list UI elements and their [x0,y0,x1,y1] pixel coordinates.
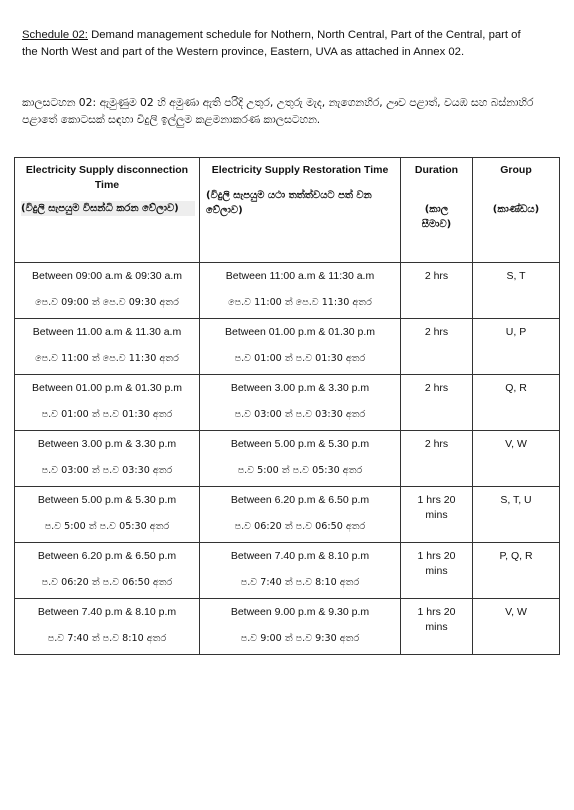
table-row [15,375,560,431]
duration-cell [401,543,473,599]
restoration-time-en: Between 5.00 p.m & 5.30 p.m [230,438,370,450]
group-cell [473,431,560,487]
disconnection-time-si: ප.ව 06:20 ත් ප.ව 06:50 අතර [41,577,173,588]
header-restoration [200,158,401,263]
group-cell [473,263,560,319]
group-value: Q, R [505,382,527,394]
disconnection-cell [15,263,200,319]
header-disconnection-en: Electricity Supply disconnection Time [25,164,189,191]
disconnection-time-si: ප.ව 7:40 ත් ප.ව 8:10 අතර [47,633,167,644]
table-row [15,599,560,655]
group-value: V, W [505,438,527,450]
header-group-si: (කාණ්ඩය) [492,204,540,215]
duration-value: 2 hrs [424,326,449,338]
header-duration [401,158,473,263]
restoration-cell [200,487,401,543]
header-restoration-en: Electricity Supply Restoration Time [211,164,389,176]
group-value: U, P [505,326,527,338]
restoration-cell [200,431,401,487]
group-value: P, Q, R [499,550,533,562]
disconnection-time-si: පෙ.ව 09:00 ත් පෙ.ව 09:30 අතර [35,297,179,308]
duration-cell [401,319,473,375]
disconnection-time-en: Between 11.00 a.m & 11.30 a.m [32,326,182,338]
header-restoration-si: (විදුලි සැපයුම යථා තත්ත්වයට පත් වන වේලාව) [206,190,372,216]
group-value: V, W [505,606,527,618]
table-row [15,431,560,487]
group-cell [473,487,560,543]
restoration-time-si: ප.ව 01:00 ත් ප.ව 01:30 අතර [234,353,366,364]
duration-value: 1 hrs 20 mins [417,494,456,521]
group-value: S, T [506,270,526,282]
header-group [473,158,560,263]
schedule-table [14,157,560,655]
header-group-en: Group [500,164,532,176]
table-row [15,319,560,375]
restoration-cell [200,599,401,655]
restoration-time-si: ප.ව 9:00 ත් ප.ව 9:30 අතර [240,633,360,644]
duration-value: 2 hrs [424,270,449,282]
disconnection-time-si: ප.ව 03:00 ත් ප.ව 03:30 අතර [41,465,173,476]
restoration-time-en: Between 7.40 p.m & 8.10 p.m [230,550,370,562]
header-disconnection [15,158,200,263]
duration-value: 2 hrs [424,438,449,450]
duration-cell [401,487,473,543]
disconnection-time-si: ප.ව 01:00 ත් ප.ව 01:30 අතර [41,409,173,420]
restoration-cell [200,543,401,599]
disconnection-cell [15,599,200,655]
table-row [15,543,560,599]
group-cell [473,375,560,431]
disconnection-time-en: Between 3.00 p.m & 3.30 p.m [37,438,177,450]
disconnection-time-en: Between 5.00 p.m & 5.30 p.m [37,494,177,506]
restoration-time-si: පෙ.ව 11:00 ත් පෙ.ව 11:30 අතර [228,297,372,308]
restoration-time-si: ප.ව 03:00 ත් ප.ව 03:30 අතර [234,409,366,420]
group-value: S, T, U [500,494,532,506]
sinhala-intro-paragraph: කාලසටහන 02: ඇමුණුම 02 හි අමුණා ඇති පරිදි උතුර, උතුරු මැද, නැගෙනහිර, ඌව පළාත්, වයඹ සහ බස්නාහිර පළාතේ කොටසක් සඳහා විදුලි ඉල්ලුම කළමනාකරණ කාලසටහන. [22,96,534,126]
duration-cell [401,431,473,487]
restoration-time-si: ප.ව 06:20 ත් ප.ව 06:50 අතර [234,521,366,532]
schedule-heading [22,27,532,60]
table-header-row [15,158,560,263]
restoration-time-si: ප.ව 5:00 ත් ප.ව 05:30 අතර [237,465,363,476]
group-cell [473,599,560,655]
header-duration-si-1: (කාල [424,204,449,215]
restoration-time-en: Between 3.00 p.m & 3.30 p.m [230,382,370,394]
group-cell [473,319,560,375]
duration-cell [401,375,473,431]
disconnection-cell [15,543,200,599]
disconnection-time-en: Between 6.20 p.m & 6.50 p.m [37,550,177,562]
table-row [15,487,560,543]
table-row [15,263,560,319]
restoration-time-en: Between 9.00 p.m & 9.30 p.m [230,606,370,618]
header-duration-si-2: සීමාව) [421,219,452,230]
restoration-cell [200,263,401,319]
duration-cell [401,263,473,319]
restoration-time-en: Between 6.20 p.m & 6.50 p.m [230,494,370,506]
header-duration-en: Duration [414,164,459,176]
duration-value: 1 hrs 20 mins [417,606,456,633]
restoration-time-si: ප.ව 7:40 ත් ප.ව 8:10 අතර [240,577,360,588]
group-cell [473,543,560,599]
restoration-time-en: Between 01.00 p.m & 01.30 p.m [224,326,375,338]
disconnection-time-en: Between 01.00 p.m & 01.30 p.m [31,382,182,394]
restoration-time-en: Between 11:00 a.m & 11:30 a.m [225,270,375,282]
disconnection-time-si: පෙ.ව 11:00 ත් පෙ.ව 11:30 අතර [35,353,179,364]
disconnection-time-en: Between 09:00 a.m & 09:30 a.m [31,270,182,282]
disconnection-cell [15,319,200,375]
duration-value: 1 hrs 20 mins [417,550,456,577]
disconnection-cell [15,487,200,543]
duration-cell [401,599,473,655]
disconnection-time-en: Between 7.40 p.m & 8.10 p.m [37,606,177,618]
header-disconnection-si: (විදුලි සැපයුම විසන්ධි කරන වේලාව) [21,201,195,216]
duration-value: 2 hrs [424,382,449,394]
disconnection-cell [15,431,200,487]
disconnection-time-si: ප.ව 5:00 ත් ප.ව 05:30 අතර [44,521,170,532]
disconnection-cell [15,375,200,431]
restoration-cell [200,375,401,431]
schedule-description: Demand management schedule for Nothern, North Central, Part of the Central, part of the North West and part of the Western province, Eastern, UVA as attached in Annex 02. [22,29,521,58]
schedule-label: Schedule 02: [22,29,88,41]
restoration-cell [200,319,401,375]
